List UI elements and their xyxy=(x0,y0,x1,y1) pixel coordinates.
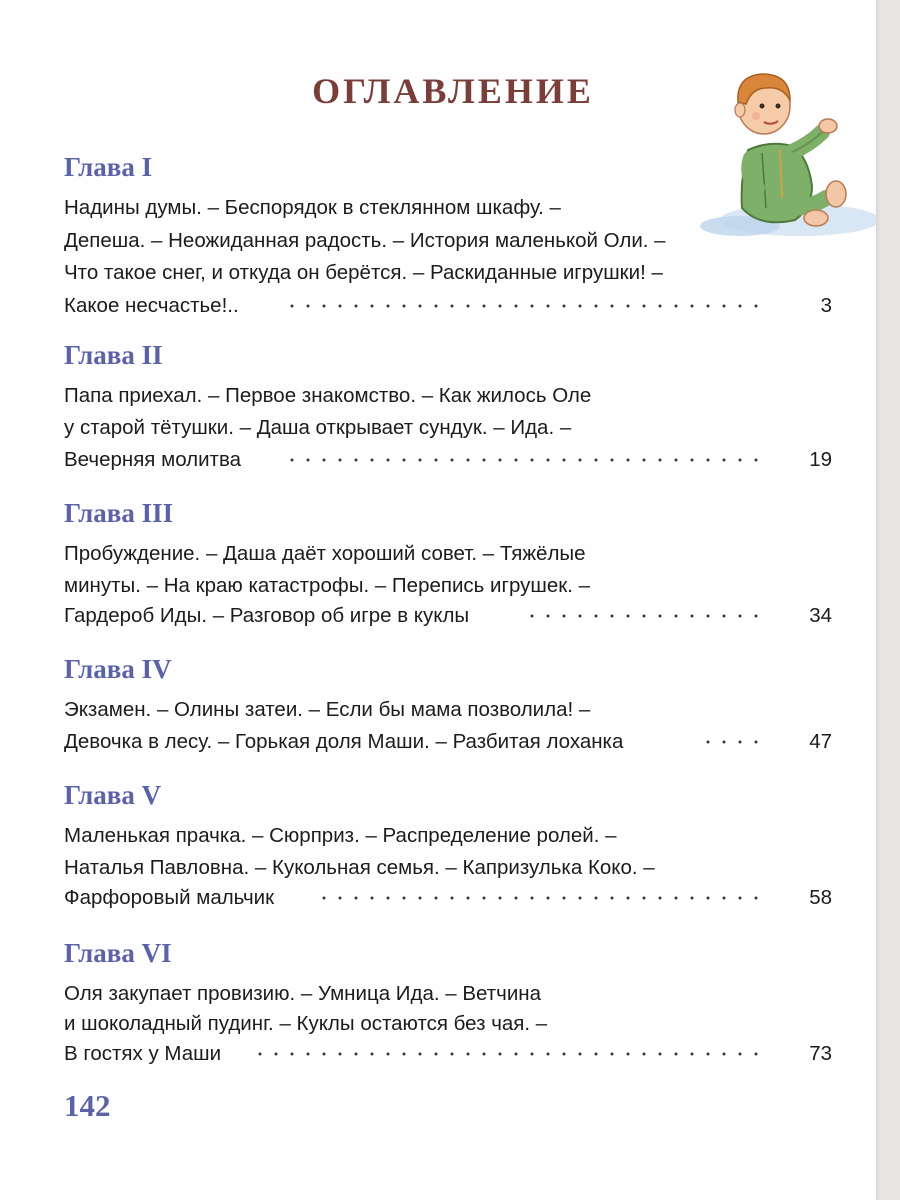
chapter-summary-line: Папа приехал. – Первое знакомство. – Как жилось Оле xyxy=(64,384,592,407)
chapter-summary-line: Депеша. – Неожиданная радость. – История маленькой Оли. – xyxy=(64,229,666,252)
chapter-heading: Глава III xyxy=(64,498,174,528)
chapter-heading: Глава II xyxy=(64,340,163,370)
chapter-summary-line: Маленькая прачка. – Сюрприз. – Распределение ролей. – xyxy=(64,824,617,847)
chapter-summary-line: Фарфоровый мальчик xyxy=(64,886,275,909)
chapter-summary-line: у старой тётушки. – Даша открывает сундук. – Ида. – xyxy=(64,416,572,439)
chapter-summary-line: Наталья Павловна. – Кукольная семья. – Капризулька Коко. – xyxy=(64,856,655,879)
chapter-summary-line: Пробуждение. – Даша даёт хороший совет. – Тяжёлые xyxy=(64,542,586,565)
page-number: 142 xyxy=(64,1088,111,1123)
chapter-summary-line: В гостях у Маши xyxy=(64,1042,222,1065)
chapter-summary-line: Гардероб Иды. – Разговор об игре в куклы xyxy=(64,604,470,627)
chapter-heading: Глава I xyxy=(64,152,153,182)
chapter-summary-line: минуты. – На краю катастрофы. – Перепись игрушек. – xyxy=(64,574,591,597)
chapter-page-number: 73 xyxy=(809,1042,832,1065)
chapter-summary-line: и шоколадный пудинг. – Куклы остаются без чая. – xyxy=(64,1012,548,1035)
leader-dots xyxy=(284,448,768,472)
leader-dots xyxy=(252,1042,768,1066)
chapter-summary-line: Оля закупает провизию. – Умница Ида. – Ветчина xyxy=(64,982,542,1005)
leader-dots xyxy=(284,294,768,318)
chapter-summary-line: Вечерняя молитва xyxy=(64,448,242,471)
chapter-summary-line: Надины думы. – Беспорядок в стеклянном шкафу. – xyxy=(64,196,561,219)
chapter-summary-line: Какое несчастье!.. xyxy=(64,294,239,317)
chapter-page-number: 19 xyxy=(809,448,832,471)
leader-dots xyxy=(316,886,768,910)
chapter-heading: Глава IV xyxy=(64,654,172,684)
leader-dots xyxy=(524,604,768,628)
leader-dots xyxy=(700,730,768,754)
chapter-page-number: 34 xyxy=(809,604,832,627)
chapter-page-number: 47 xyxy=(809,730,832,753)
chapter-summary-line: Экзамен. – Олины затеи. – Если бы мама позволила! – xyxy=(64,698,591,721)
chapter-summary-line: Девочка в лесу. – Горькая доля Маши. – Разбитая лоханка xyxy=(64,730,624,753)
child-illustration-icon xyxy=(700,58,876,248)
chapter-heading: Глава V xyxy=(64,780,162,810)
toc-title: ОГЛАВЛЕНИЕ xyxy=(312,71,594,111)
chapter-heading: Глава VI xyxy=(64,938,172,968)
chapter-page-number: 3 xyxy=(820,294,832,317)
chapter-summary-line: Что такое снег, и откуда он берётся. – Раскиданные игрушки! – xyxy=(64,261,663,284)
chapter-page-number: 58 xyxy=(809,886,832,909)
